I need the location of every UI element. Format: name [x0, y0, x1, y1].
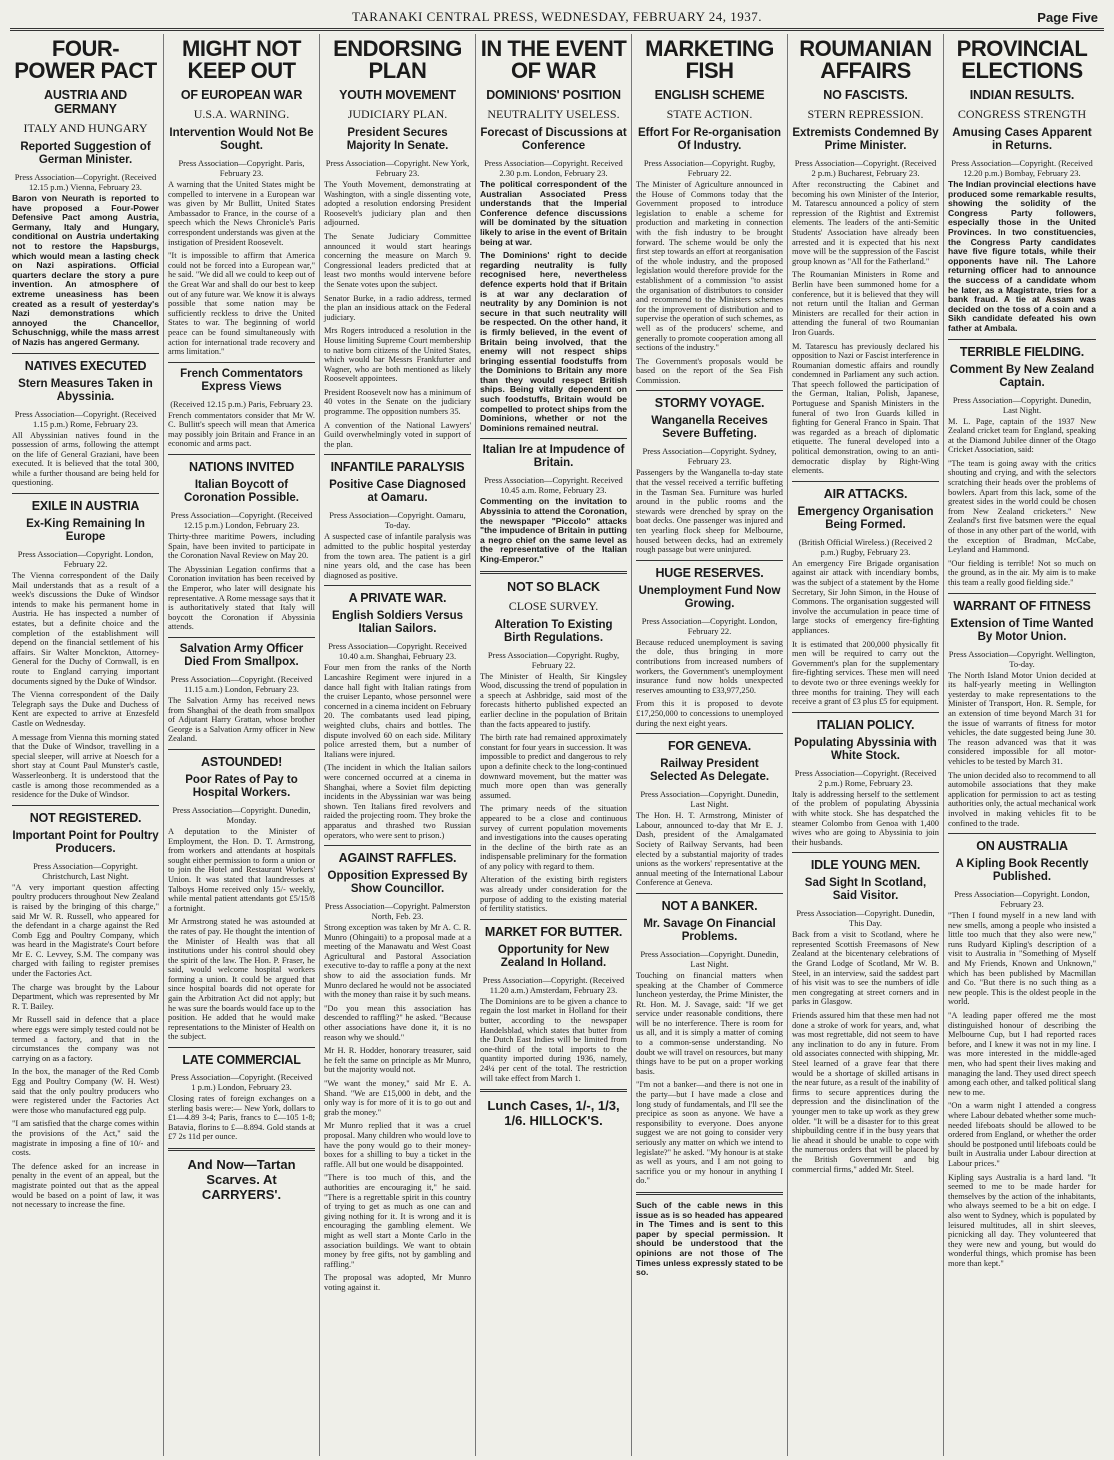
article-text: It is estimated that 200,000 physically fit men will be required to carry out the Government's plan for the supplementary fire-fighting services. These men will need to devote two or three evenings weekly for three months for training. They will each receive a grant of £3 plus £5 for equipment.: [792, 639, 939, 707]
story-headline: Extremists Condemned By Prime Minister.: [792, 127, 939, 152]
dateline: Press Association—Copyright. (Received 1 p.m.) London, February 23.: [170, 1072, 313, 1093]
masthead: [10, 2, 1104, 31]
dateline: Press Association—Copyright. Oamaru, To-day.: [329, 510, 466, 531]
article-text: The Salvation Army has received news from Shanghai of the death from smallpox of Adjutant Harry Grattan, whose brother George is a Salvation Army officer in New Zealand.: [168, 696, 315, 744]
article-text: "I'm not a banker—and there is not one in the party—but I have made a close and long study of fundamentals, and I'll see the precipice as soon as anyone. We have a responsibility to everyone. Does anyone suggest we are not going to consider very seriously any matter on which we intend to legislate?" he asked. "My honour is at stake as well as yours, and I am not going to sacrifice you or my honour in anything I do.": [636, 1080, 783, 1186]
section-headline: AIR ATTACKS.: [823, 486, 908, 501]
article-text: The Abyssinian Legation confirms that a Coronation invitation has been received by the Emperor, who later will designate his representative. A Rome message says that it is authoritatively stated that Italy will boycott the Coronation if Abyssinia attends.: [168, 564, 315, 632]
article-text: Friends assured him that these men had not done a stroke of work for years, and, what was most regrettable, did not seem to have any inclination to do any in future. From old associates connected with shipping, Mr. Steel learned of a grave fear that there would be a shortage of skilled artisans in the near future, as a result of the inability of firms to secure apprentices during the depression and the disinclination of the younger men to take up work as they grew older. "It will be a disaster for to this great shipbuilding centre if in the busy years that lie ahead it should be unable to cope with the numerous orders that will be placed by the British Government and big commercial firms," added Mr. Steel.: [792, 1011, 939, 1174]
story-headline: Stern Measures Taken in Abyssinia.: [18, 377, 153, 403]
divider-rule: [324, 845, 471, 846]
section-headline: NO FASCISTS.: [823, 88, 908, 102]
section-headline: HUGE RESERVES.: [655, 565, 764, 580]
masthead-title: TARANAKI CENTRAL PRESS, WEDNESDAY, FEBRUARY 24, 1937.: [352, 9, 762, 24]
section-headline: INDIAN RESULTS.: [969, 88, 1075, 102]
section-headline: NOT REGISTERED.: [29, 810, 142, 825]
story-headline: Italian Ire at Impudence of Britain.: [482, 444, 625, 470]
story-headline: Reported Suggestion of German Minister.: [20, 141, 151, 166]
article-text: A warning that the United States might be compelled to intervene in a European war was given by Mr Bullitt, United States Ambassador to France, in the course of a speech which the News Chronicle's Paris correspondent understands was given at the instigation of President Roosevelt.: [168, 180, 315, 247]
dateline: Press Association—Copyright. Dunedin, This Day.: [796, 908, 935, 929]
divider-rule: [948, 593, 1096, 594]
article-text: President Roosevelt now has a minimum of 40 votes in the Senate on the judiciary programme. The opposition numbers 35.: [324, 387, 471, 417]
dateline: Press Association—Copyright. (Received 12.20 p.m.) Bombay, February 23.: [951, 158, 1093, 178]
section-headline: AGAINST RAFFLES.: [338, 851, 457, 866]
article-text: The Hon. H. T. Armstrong, Minister of Labour, announced to-day that Mr E. J. Dash, president of the Amalgamated Society of Railway Servants, had been elected by a substantial majority of trades unions as the workers' representative at the annual meeting of the International Labour Conference at Geneva.: [636, 811, 783, 888]
divider-rule: [792, 852, 939, 853]
dateline: Press Association—Copyright. Paris, February 23.: [178, 158, 305, 178]
article-text: All Abyssinian natives found in the possession of arms, following the attempt on the life of General Graziani, have been executed. It is believed that the total 300, while a further thousand are being held for questioning.: [12, 430, 159, 488]
column-headline: IN THE EVENT OF WAR: [480, 36, 627, 83]
article-text-bold: The political correspondent of the Australian Associated Press understands that the Imperial Conference defence discussions will be dominated by the situation likely to arise in the event of Britain being at war.: [480, 179, 627, 247]
divider-rule: [636, 560, 783, 561]
divider-rule: [636, 893, 783, 894]
article-text: "I am satisfied that the charge comes within the provisions of the Act," said the magistrate in imposing a fine of 10/- and costs.: [12, 1119, 159, 1158]
article-text: "Our fielding is terrible! Not so much on the ground, as in the air. My aim is to make this team a really good fielding side.": [948, 558, 1096, 587]
story-headline: Opportunity for New Zealand In Holland.: [497, 943, 610, 969]
article-text: "Then I found myself in a new land with new smells, among a people who insisted a little too much that they also were new," runs Rudyard Kipling's description of a visit to Australia in "Something of Myself and My Friends, Known and Unknown," which has been published by Macmillan and Co. "But there is no such thing as a new people. This is the oldest people in the world.: [948, 911, 1096, 1007]
story-headline: Comment By New Zealand Captain.: [949, 363, 1095, 389]
columns: [8, 34, 1106, 1456]
divider-rule: [792, 712, 939, 713]
dateline: Press Association—Copyright. Dunedin, Monday.: [172, 804, 311, 825]
story-headline: French Commentators Express Views: [180, 367, 303, 393]
divider-rule: [948, 833, 1096, 834]
article-text: "There is too much of this, and the authorities are encouraging it," he said. "There is a regrettable spirit in this country of trying to get as much as one can and giving nothing for it. It is wrong and it is encouraging the gambling element. We might as well start a Monte Carlo in the association buildings. We want to obtain money by free gifts, not by gambling and raffling.": [324, 1173, 471, 1269]
dateline: Press Association—Copyright. Sydney, February 23.: [642, 446, 777, 467]
article-text: An emergency Fire Brigade organisation against air attack with incendiary bombs, was the subject of a statement by the Home Secretary, Sir John Simon, in the House of Commons. The organisation suggested will involve the accumulation in peace time of large stocks of emergency fire-fighting appliances.: [792, 558, 939, 635]
dateline: Press Association—Copyright. London, February 22.: [641, 615, 778, 636]
story-headline: Important Point for Poultry Producers.: [12, 829, 159, 855]
article-text-bold: Commenting on the invitation to Abyssinia to attend the Coronation, the newspaper "Piccolo" attacks "the impudence of Britain in putting a negro chief on the same level as the representative of the Italian King-Emperor.": [480, 496, 627, 564]
deck-line: NEUTRALITY USELESS.: [487, 107, 620, 121]
article-text: Mrs Rogers introduced a resolution in the House limiting Supreme Court membership to native born citizens of the United States, which would bar Messrs Frankfurter and Wagner, who are both mentioned as likely Roosevelt appointees.: [324, 326, 471, 384]
column-1: [8, 34, 164, 1456]
deck-line: STERN REPRESSION.: [807, 107, 924, 121]
article-text: After reconstructing the Cabinet and becoming his own Minister of the Interior, M. Tatarescu announced a policy of stern repression of the Rightist and Extremist elements. The leaders of the anti-Semitic Students' Association have already been arrested and it is expected that his next move will be the suppression of the Fascist group known as "All for the Fatherland.": [792, 180, 939, 266]
story-headline: Sad Sight In Scotland, Said Visitor.: [804, 877, 927, 903]
article-text: The defence asked for an increase in penalty in the event of an appeal, but the magistrate pointed out that as the appeal would be based on a point of law, it was not necessary to increase the fine.: [12, 1161, 159, 1210]
dateline: Press Association—Copyright. Dunedin, Last Night.: [640, 789, 779, 810]
article-text: Passengers by the Wanganella to-day state that the vessel received a terrific buffeting in the Tasman Sea. Furniture was hurled around in the public rooms and the stewards were drenched by spray on the boat decks. One passenger was injured and ten yearling flock sheep for Melbourne, housed between decks, had an extremely rough passage but were uninjured.: [636, 468, 783, 555]
advertisement: And Now—Tartan Scarves. At CARRYERS'.: [187, 1157, 296, 1202]
article-text: Four men from the ranks of the North Lancashire Regiment were injured in a dance hall fight with Italian ratings from the cruiser Lepanto, whose personnel were concerned in a cinema incident on February 20. The combatants used lead piping, weighted clubs, chairs and bottles. The dispute involved 60 on each side. Military police arrested them, but a number of Italians were injured.: [324, 663, 471, 759]
story-headline: Opposition Expressed By Show Councillor.: [327, 870, 468, 896]
deck-line: CLOSE SURVEY.: [508, 598, 599, 613]
dateline: Press Association—Copyright. Received 10.40 a.m. Shanghai, February 23.: [328, 641, 467, 662]
divider-rule: [168, 1148, 315, 1151]
story-headline: Extension of Time Wanted By Motor Union.: [950, 617, 1094, 643]
divider-rule: [168, 749, 315, 750]
section-headline: NOT A BANKER.: [661, 898, 758, 913]
column-5: [632, 34, 788, 1456]
article-text: The North Island Motor Union decided at its half-yearly meeting in Wellington yesterday to make representations to the Minister of Transport, Hon. R. Semple, for an extension of time beyond March 31 for the issue of warrants of fitness for motor vehicles, the date suggested being June 30. The reason advanced was that it was considered impossible for all motor-vehicles to be tested by March 31.: [948, 670, 1096, 766]
divider-rule: [792, 481, 939, 482]
dateline: Press Association—Copyright. (Received 11.20 a.m.) Amsterdam, February 23.: [482, 974, 625, 995]
article-text: A convention of the National Lawyers' Guild overwhelmingly voted in support of the plan.: [324, 420, 471, 449]
article-text-bold: Baron von Neurath is reported to have proposed a Four-Power Defensive Pact among Austria, Germany, Italy and Hungary, conditional on Austria undertaking not to restore the Hapsburgs, which would mean a lasting check on Nazi aspirations. Official quarters declare the story a pure invention. An atmosphere of extreme uneasiness has been created as a result of yesterday's Nazi demonstrations which annoyed the Chancellor, Schuschnigg, while the mass arrest of Nazis has angered Germany.: [12, 193, 159, 347]
article-text-bold: Such of the cable news in this issue as is so headed has appeared in The Times and is sent to this paper by special permission. It should be understood that the opinions are not those of The Times unless expressly stated to be so.: [636, 1199, 783, 1278]
article-text: French commentators consider that Mr W. C. Bullitt's speech will mean that America may possibly join Britain and France in an economic and arms pact.: [168, 410, 315, 449]
story-headline: Amusing Cases Apparent in Returns.: [952, 127, 1092, 152]
dateline: Press Association—Copyright. Received 10.45 a.m. Rome, February 23.: [484, 475, 623, 496]
story-headline: Salvation Army Officer Died From Smallpox.: [179, 643, 304, 668]
article-text: Kipling says Australia is a hard land. "It seemed to me to be made harder for themselves by the action of the inhabitants, who always seemed to be a bit on edge. I also went to Sydney, which is populated by leisured multitudes, all in shirt sleeves, picnicking all day. They volunteered that they were new and young, but would do wonderful things, which promise has been more than kept.": [948, 1172, 1096, 1268]
section-headline: ASTOUNDED!: [200, 754, 283, 769]
article-text: Italy is addressing herself to the settlement of the problem of populating Abyssinia with white stock. She has despatched the steamer Colombo from Genoa with 1,400 wives who are going to Abyssinia to join their husbands.: [792, 789, 939, 847]
column-7: [944, 34, 1100, 1456]
article-text: The Minister of Health, Sir Kingsley Wood, discussing the trend of population in a speech at Ashbridge, said most of the forecasts hitherto published expected an earlier decline in the population of Britain than the facts appeared to justify.: [480, 671, 627, 729]
deck-line: STATE ACTION.: [666, 107, 753, 121]
dateline: Press Association—Copyright. Rugby, February 22.: [643, 158, 776, 178]
divider-rule: [480, 919, 627, 920]
article-text: The primary needs of the situation appeared to be a close and continuous survey of current population movements and investigations into the causes operating in the decline of the birth rate as an indispensable preliminary for the formation of any policy with regard to them.: [480, 804, 627, 871]
section-headline: FOR GENEVA.: [668, 739, 751, 754]
article-text: M. Tatarescu has previously declared his opposition to Nazi or Fascist interference in Roumanian domestic affairs and roundly condemned in Parliament any such action. That speech followed the participation of the German, Italian, Polish, Japanese, Portuguese and Spanish Ministers in the funeral of two Iron Guards killed in fighting for General Franco in Spain. That was regarded as a breach of diplomatic etiquette. The funeral developed into a political demonstration, owing to an anti-democratic display by Right-Wing elements.: [792, 341, 939, 476]
story-headline: English Soldiers Versus Italian Sailors.: [331, 610, 464, 636]
divider-rule: [168, 637, 315, 638]
divider-rule: [168, 454, 315, 455]
article-text: A suspected case of infantile paralysis was admitted to the public hospital yesterday from the town area. The patient is a girl nine years old, and the case has been diagnosed as positive.: [324, 532, 471, 580]
divider-rule: [480, 571, 627, 574]
article-text: Mr Armstrong stated he was astounded at the rates of pay. He thought the intention of the Minister of Health was that all institutions under his control should obey the spirit of the law. The Hon. P. Fraser, he said, would welcome hospital workers forming a union. It could be argued that since hospital boards did not operate for gain the Arbitration Act did not apply; but he was sure the boards would face up to the position. He added that he would make representations to the Minister of Health on the subject.: [168, 917, 315, 1042]
article-text: The Government's proposals would be based on the report of the Sea Fish Commission.: [636, 356, 783, 385]
article-text: The Youth Movement, demonstrating at Washington, with a single dissenting vote, adopted a resolution endorsing President Roosevelt's judiciary plan and then adjourned.: [324, 180, 471, 228]
divider-rule: [636, 390, 783, 391]
section-headline: STORMY VOYAGE.: [654, 396, 765, 411]
divider-rule: [480, 438, 627, 439]
section-headline: NATIONS INVITED: [188, 460, 295, 475]
divider-rule: [12, 353, 159, 354]
article-text: "The team is going away with the critics shouting and crying, and with the selectors scratching their heads over the problems of bowlers. Apart from this lack, some of the greatest sides in the world could be chosen from New Zealand cricketers." New Zealand's first five batsmen were the equal of those in any other part of the world, with the exception of Bradman, McCabe, Leyland and Hammond.: [948, 458, 1096, 555]
article-text: "Do you mean this association has descended to raffling?" he asked. "Because other associations have done it, it is no reason why we should.": [324, 1003, 471, 1042]
story-headline: Positive Case Diagnosed at Oamaru.: [329, 479, 466, 505]
divider-rule: [480, 1089, 627, 1092]
dateline: Press Association—Copyright. New York, February 23.: [325, 158, 470, 178]
divider-rule: [12, 805, 159, 806]
article-text: The union decided also to recommend to all automobile associations that they make application for permission to act as testing authorities only, the actual mechanical work involved in making vehicles fit to be confined to the trade.: [948, 770, 1096, 828]
story-headline: A Kipling Book Recently Published.: [955, 858, 1089, 884]
section-headline: AUSTRIA AND GERMANY: [44, 88, 127, 116]
article-text: Mr H. R. Hodder, honorary treasurer, said he felt the same on principle as Mr Munro, but the majority would not.: [324, 1046, 471, 1075]
dateline: Press Association—Copyright. (Received 12.15 p.m.) London, February 23.: [170, 510, 313, 531]
story-headline: Italian Boycott of Coronation Possible.: [183, 479, 299, 505]
section-headline: NOT SO BLACK: [507, 579, 600, 594]
dateline: Press Association—Copyright. (Received 12.15 p.m.) Vienna, February 23.: [14, 172, 157, 192]
article-text: Mr Russell said in defence that a place where eggs were simply tested could not be termed a factory, and that in the circumstances the company was not carrying on as a factory.: [12, 1015, 159, 1063]
column-headline: MIGHT NOT KEEP OUT: [182, 36, 301, 83]
divider-rule: [948, 339, 1096, 340]
column-headline: MARKETING FISH: [645, 36, 774, 83]
section-headline: ON AUSTRALIA: [976, 839, 1068, 854]
story-headline: Mr. Savage On Financial Problems.: [643, 917, 776, 943]
divider-rule: [636, 733, 783, 734]
article-text: The proposal was adopted, Mr Munro voting against it.: [324, 1273, 471, 1292]
dateline: Press Association—Copyright. Rugby, February 22.: [487, 649, 620, 670]
story-headline: Wanganella Receives Severe Buffeting.: [651, 415, 768, 441]
divider-rule: [324, 454, 471, 455]
dateline: Press Association—Copyright. Christchurch, Last Night.: [33, 860, 138, 881]
dateline: Press Association—Copyright. Dunedin, Last Night.: [952, 394, 1092, 415]
dateline: Press Association—Copyright. London, February 23.: [954, 889, 1090, 910]
divider-rule: [12, 493, 159, 494]
section-headline: OF EUROPEAN WAR: [180, 88, 303, 102]
deck-line: ITALY AND HUNGARY: [23, 121, 148, 135]
article-text: Alteration of the existing birth registers was already under consideration for the purpose of adding to the existing material of fertility statistics.: [480, 875, 627, 914]
page-number: Page Five: [1037, 10, 1098, 25]
story-headline: Populating Abyssinia with White Stock.: [794, 736, 937, 762]
deck-line: JUDICIARY PLAN.: [347, 107, 448, 121]
divider-rule: [168, 362, 315, 363]
article-text: "We want the money," said Mr E. A. Shand. "We are £15,000 in debt, and the only way is for more of it is to go out and grab the money.": [324, 1079, 471, 1117]
section-headline: ITALIAN POLICY.: [816, 717, 915, 732]
divider-rule: [324, 585, 471, 586]
article-text: The Dominions are to be given a chance to regain the lost market in Holland for their butter, according to the newspaper Handelsblad, which states that butter from the Dutch East Indies will be limited from one-third of the total imports to the quantity imported during 1936, namely, 24¼ per cent of the total. The restriction will take effect from March 1.: [480, 996, 627, 1083]
dateline: Press Association—Copyright. Wellington, To-day.: [948, 648, 1096, 669]
column-headline: ROUMANIAN AFFAIRS: [799, 36, 932, 83]
article-text: "A very important question affecting poultry producers throughout New Zealand is raised by the bringing of this charge," said Mr W. R. Russell, who appeared for the defendant in a charge against the Red Comb Egg and Poultry Company, which was heard in the Magistrate's Court before Mr E. C. Levvey, S.M. The company was charged with failing to register premises under the Factories Act.: [12, 882, 159, 979]
divider-rule: [168, 1047, 315, 1048]
deck-line: CONGRESS STRENGTH: [957, 107, 1087, 121]
article-text: Touching on financial matters when speaking at the Chamber of Commerce luncheon yesterday, the Prime Minister, the Rt. Hon. M. J. Savage, said: "If we get service under reasonable conditions, there will be no interference. There is room for us all, and it is simply a matter of coming to a common-sense understanding. No doubt we will travel on resources, but many things have to be put on a proper working basis.: [636, 970, 783, 1076]
dateline: Press Association—Copyright. (Received 2 p.m.) Rome, February 23.: [794, 767, 937, 788]
article-text: The Minister of Agriculture announced in the House of Commons today that the Government proposed to introduce legislation to enable a scheme for production and marketing in connection with the fish industry to be brought forward. The scheme would be only the first step towards an effort at reorganisation of the whole industry, and the proposed legislation would therefore provide for the establishment of a commission "to assist the organisation of distributors to consider and recommend to the Ministers schemes for the improvement of distribution and to supervise the operation of such schemes, as well as of the producers' scheme, and generally to promote cooperation among all sections of the industry.": [636, 180, 783, 353]
article-text: The Vienna correspondent of the Daily Mail understands that as a result of a week's discussions the Duke of Windsor intends to make his permanent home in Austria. He has inspected a number of estates, but a definite choice and the completion of the establishment will depend on the financial settlement of his affairs. Sir Walter Monckton, Attorney-General for the Duchy of Cornwall, is en route to England carrying important documents signed by the Duke of Windsor.: [12, 571, 159, 686]
article-text: A deputation to the Minister of Employment, the Hon. D. T. Armstrong, from workers and attendants at hospitals sought either permission to form a union or to join the Hotel and Restaurant Workers' Union. It was stated that laundresses at Talboys Home received only 15/- weekly, while mental patient attendants got £5/15/8 a fortnight.: [168, 826, 315, 913]
column-3: [320, 34, 476, 1456]
story-headline: Effort For Re-organisation Of Industry.: [637, 127, 782, 152]
article-text: A message from Vienna this morning stated that the Duke of Windsor, travelling in a special sleeper, will arrive at Noesch for a short stay at Count Paul Munster's castle, Wasserleonberg. It is understood that the castle is among those recommended as a residence for the Duke of Windsor.: [12, 732, 159, 800]
story-headline: Railway President Selected As Delegate.: [649, 758, 770, 784]
article-text: Strong exception was taken by Mr A. C. R. Munro (Ohingaiti) to a proposal made at a meeting of the Manawatu and West Coast Agricultural and Pastoral Association executive to-day to raffle a pony at the next show to aid the association funds. Mr Munro declared he would not be associated with the money than raise it by such means.: [324, 923, 471, 1000]
column-headline: ENDORSING PLAN: [333, 36, 462, 83]
section-headline: YOUTH MOVEMENT: [339, 88, 456, 102]
dateline: Press Association—Copyright. London, February 22.: [17, 549, 154, 570]
article-text: Senator Burke, in a radio address, termed the plan an insidious attack on the Federal judiciary.: [324, 293, 471, 322]
story-headline: Intervention Would Not Be Sought.: [169, 127, 314, 152]
article-text: Closing rates of foreign exchanges on a sterling basis were:— New York, dollars to £1—4.89 3-4; Paris, francs to £—105 1-8; Batavia, florins to £—8.894. Gold stands at £7 2s 11d per ounce.: [168, 1094, 315, 1142]
article-text: (The incident in which the Italian sailors were concerned occurred at a cinema in Shanghai, where a Soviet film depicting incidents in the Abyssinian war was being shown. Ten Italians fired revolvers and raided the projecting room. They broke the apparatus and thrashed two Russian operators, who were sent to prison.): [324, 763, 471, 840]
article-text-bold: The Dominions' right to decide regarding neutrality is fully recognised here, nevertheless defence experts hold that if Britain is at war any declaration of neutrality by any Dominion is not secure in that such neutrality will be respected. On the other hand, it is firmly believed, in the event of Britain being involved, that the enemy will not respect ships bringing essential foodstuffs from the Dominions to Britain any more than they would respect British ships. Being vitally dependent on such foodstuffs, Britain would be compelled to protect ships from the Dominions, whether or not the Dominions remained neutral.: [480, 250, 627, 433]
dateline: Press Association—Copyright. Palmerston North, Feb. 23.: [324, 901, 471, 922]
article-text: "It is impossible to affirm that America could not be forced into a European war," he said. "We did all we could to keep out of the Great War and shall do our best to keep out of any future war. We know it is always possible that some nation may be sufficiently reckless to drive the United States to war. The beginning of world peace can be found simultaneously with action for international trade recovery and arms limitation.": [168, 251, 315, 357]
article-text: The Roumanian Ministers in Rome and Berlin have been summoned home for a conference, but it is believed that they will not return until the Italian and German Ministers are recalled for their action in attending the funeral of two Roumanian Iron Guards.: [792, 270, 939, 337]
story-headline: Ex-King Remaining In Europe: [26, 518, 145, 544]
column-headline: FOUR-POWER PACT: [14, 36, 157, 83]
section-headline: ENGLISH SCHEME: [654, 88, 765, 102]
section-headline: TERRIBLE FIELDING.: [959, 344, 1085, 359]
article-text: Mr Munro replied that it was a cruel proposal. Many children who would love to have the pony would go to their money-boxes for a shilling to buy a ticket in the raffle. All but one would be disappointed.: [324, 1121, 471, 1169]
section-headline: NATIVES EXECUTED: [24, 358, 147, 373]
column-6: [788, 34, 944, 1456]
article-text: Back from a visit to Scotland, where he represented Scottish Freemasons of New Zealand at the bicentenary celebrations of the Grand Lodge of Scotland, Mr W. B. Steel, in an interview, said the saddest part of his visit was to see the numbers of idle men congregating at street corners and in parks in Glasgow.: [792, 930, 939, 1007]
section-headline: MARKET FOR BUTTER.: [484, 924, 623, 939]
article-text: In the box, the manager of the Red Comb Egg and Poultry Company (W. H. West) said that the only poultry producers who were registered under the Factories Act were those who manufactured egg pulp.: [12, 1067, 159, 1115]
divider-rule: [636, 1192, 783, 1195]
article-text: "A leading paper offered me the most distinguished honour of describing the Melbourne Cup, but I had reported races before, and I knew it was not in my line. I was more interested in the middle-aged men, who had spent their lives making and managing the land. They used direct speech among each other, and talked political slang new to me.: [948, 1011, 1096, 1097]
dateline: Press Association—Copyright. Dunedin, Last Night.: [640, 948, 779, 969]
article-text: Thirty-three maritime Powers, including Spain, have been invited to participate in the Coronation Naval Review on May 20.: [168, 532, 315, 561]
article-text: The charge was brought by the Labour Department, which was represented by Mr R. T. Bailey.: [12, 982, 159, 1011]
section-headline: INFANTILE PARALYSIS: [330, 460, 465, 475]
article-text-bold: The Indian provincial elections have produced some remarkable results, showing the solidity of the Congress Party followers, especially those in the United Provinces. In two constituencies, the Congress Party candidates have five figure totals, while their opponents have nil. The Lahore returning officer had to announce the success of a candidate whom he later, as a Magistrate, tries for a bank fraud. A tie at Assam was decided on the toss of a coin and a Sikh candidate defeated his own father at Ambala.: [948, 179, 1096, 333]
column-2: [164, 34, 320, 1456]
dateline: Press Association—Copyright. (Received 1.15 p.m.) Rome, February 23.: [14, 408, 157, 429]
dateline: Press Association—Copyright. Received 2.30 p.m. London, February 23.: [484, 158, 623, 178]
dateline: (Received 12.15 p.m.) Paris, February 23.: [170, 398, 313, 409]
section-headline: DOMINIONS' POSITION: [486, 88, 621, 102]
article-text: The Senate Judiciary Committee announced it would start hearings concerning the measure on March 9. Congressional leaders predicted that at least two months would intervene before the Senate votes upon the subject.: [324, 231, 471, 289]
story-headline: Alteration To Existing Birth Regulations.: [494, 618, 613, 644]
article-text: M. L. Page, captain of the 1937 New Zealand cricket team for England, speaking at the Diamond Jubilee dinner of the Otago Cricket Association, said:: [948, 416, 1096, 455]
story-headline: Unemployment Fund Now Growing.: [638, 584, 781, 610]
section-headline: IDLE YOUNG MEN.: [810, 858, 921, 873]
story-headline: Poor Rates of Pay to Hospital Workers.: [185, 773, 298, 799]
story-headline: Forecast of Discussions at Conference: [480, 127, 627, 152]
article-text: Because reduced unemployment is saving the dole, thus bringing in more contributions from increased numbers of workers, the Government's unemployment insurance fund now holds unexpected reserves amounting to £33,977,250.: [636, 637, 783, 695]
section-headline: LATE COMMERCIAL: [182, 1053, 301, 1068]
advertisement: Lunch Cases, 1/-, 1/3, 1/6. HILLOCK'S.: [487, 1098, 620, 1129]
column-4: [476, 34, 632, 1456]
dateline: (British Official Wireless.) (Received 2 p.m.) Rugby, February 23.: [798, 536, 933, 557]
dateline: Press Association—Copyright. (Received 2 p.m.) Bucharest, February 23.: [794, 158, 937, 178]
article-text: From this it is proposed to devote £17,250,000 to concessions to unemployed during the next eight years.: [636, 699, 783, 728]
article-text: The Vienna correspondent of the Daily Telegraph says the Duke and Duchess of Kent are expected to arrive at Enzesfeld Castle on Wednesday.: [12, 690, 159, 728]
dateline: Press Association—Copyright. (Received 11.15 a.m.) London, February 23.: [170, 674, 313, 694]
section-headline: EXILE IN AUSTRIA: [31, 499, 140, 514]
story-headline: Emergency Organisation Being Formed.: [797, 505, 934, 531]
article-text: The birth rate had remained approximately constant for four years in succession. It was impossible to predict and dangerous to rely upon a definite check to the long-continued downward movement, but the matter was much more open than was generally assumed.: [480, 733, 627, 800]
deck-line: U.S.A. WARNING.: [193, 107, 290, 121]
article-text: "On a warm night I attended a congress where Labour debated whether some much-needed lifeboats should be allowed to be ordered from England, or whether the order should be postponed until lifeboats could be built in Australia under Labour direction at Labour prices.": [948, 1101, 1096, 1168]
section-headline: A PRIVATE WAR.: [348, 591, 447, 606]
story-headline: President Secures Majority In Senate.: [346, 127, 449, 152]
column-headline: PROVINCIAL ELECTIONS: [956, 36, 1088, 83]
section-headline: WARRANT OF FITNESS: [953, 598, 1091, 613]
